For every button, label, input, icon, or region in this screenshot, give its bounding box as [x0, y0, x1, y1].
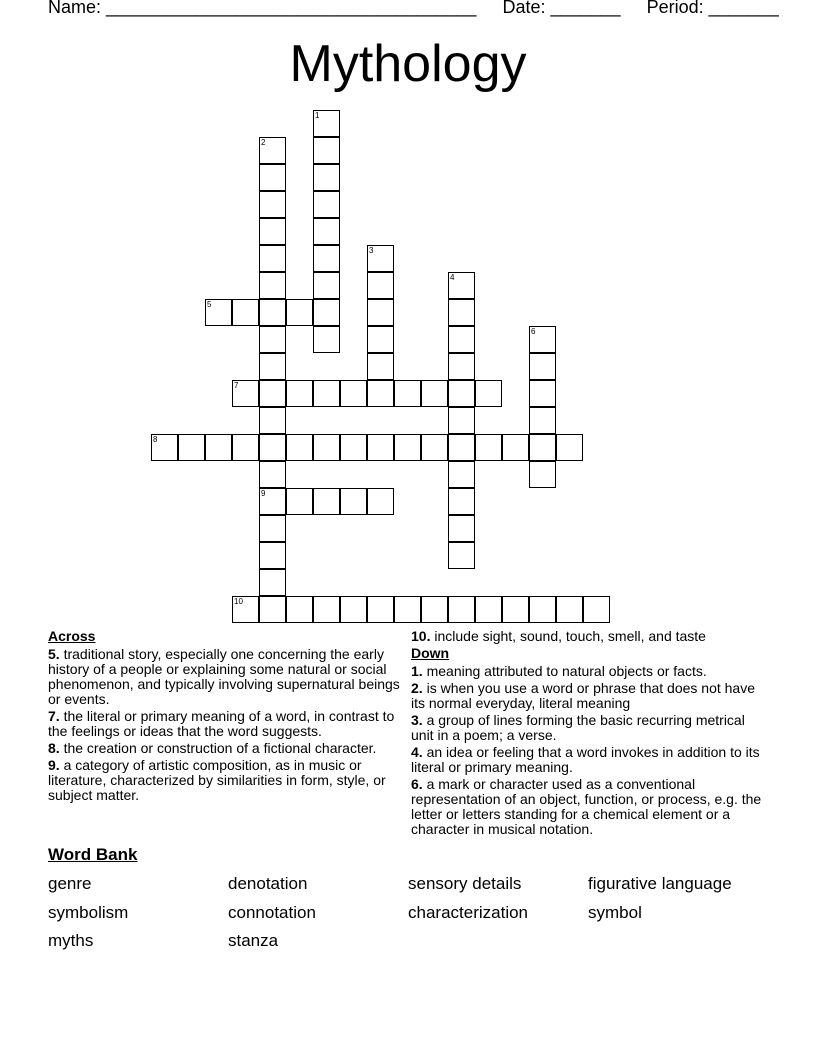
crossword-cell[interactable] [259, 380, 286, 407]
word-bank-item: genre [48, 874, 92, 893]
crossword-cell[interactable] [556, 596, 583, 623]
crossword-cell[interactable] [313, 299, 340, 326]
across-clue-5: 5. traditional story, especially one concerning the early history of a people or explaining some natural or social phenomenon, and typically involving supernatural beings or events. [48, 646, 400, 707]
crossword-cell[interactable] [448, 299, 475, 326]
word-bank-item: stanza [228, 931, 279, 950]
crossword-cell[interactable] [259, 515, 286, 542]
crossword-cell[interactable] [232, 596, 259, 623]
word-bank-item: characterization [408, 903, 529, 922]
page-title: Mythology [289, 35, 527, 93]
crossword-cell[interactable] [313, 434, 340, 461]
crossword-cell[interactable] [313, 488, 340, 515]
word-bank-item: sensory details [408, 874, 522, 893]
crossword-cell[interactable] [448, 326, 475, 353]
crossword-cell[interactable] [394, 434, 421, 461]
crossword-cell[interactable] [448, 596, 475, 623]
crossword-cell[interactable] [259, 137, 286, 164]
crossword-cell[interactable] [232, 434, 259, 461]
crossword-cell[interactable] [529, 353, 556, 380]
crossword-cell[interactable] [421, 596, 448, 623]
crossword-cell[interactable] [421, 434, 448, 461]
crossword-cell[interactable] [259, 407, 286, 434]
clues-left-column [48, 629, 408, 805]
crossword-cell[interactable] [448, 488, 475, 515]
clue-number: 10 [234, 597, 243, 606]
crossword-cell[interactable] [583, 596, 610, 623]
down-clue-1: 1. meaning attributed to natural objects or facts. [411, 663, 707, 679]
crossword-cell[interactable] [502, 434, 529, 461]
crossword-cell[interactable] [367, 434, 394, 461]
name-field[interactable]: Name: _____________________________________ [48, 0, 477, 17]
crossword-cell[interactable] [313, 326, 340, 353]
down-heading: Down [411, 645, 450, 661]
crossword-cell[interactable] [313, 164, 340, 191]
crossword-cell[interactable] [448, 272, 475, 299]
crossword-cell[interactable] [502, 596, 529, 623]
across-heading: Across [48, 628, 96, 644]
period-field[interactable]: Period: _______ [646, 0, 779, 17]
crossword-cell[interactable] [367, 326, 394, 353]
crossword-cell[interactable] [448, 461, 475, 488]
crossword-cell[interactable] [259, 488, 286, 515]
clue-number: 6 [531, 327, 536, 336]
crossword-cell[interactable] [448, 407, 475, 434]
crossword-cell[interactable] [232, 299, 259, 326]
crossword-cell[interactable] [313, 380, 340, 407]
crossword-cell[interactable] [286, 488, 313, 515]
crossword-cell[interactable] [259, 542, 286, 569]
crossword-cell[interactable] [259, 326, 286, 353]
crossword-cell[interactable] [178, 434, 205, 461]
word-bank-item: symbol [588, 903, 642, 922]
clue-number: 2 [261, 138, 266, 147]
clue-number: 3 [369, 246, 374, 255]
crossword-cell[interactable] [259, 353, 286, 380]
crossword-cell[interactable] [475, 380, 502, 407]
crossword-cell[interactable] [394, 596, 421, 623]
crossword-cell[interactable] [259, 272, 286, 299]
crossword-cell[interactable] [367, 272, 394, 299]
across-clue-9: 9. a category of artistic composition, as in music or literature, characterized by similarities in form, style, or subject matter. [48, 757, 386, 803]
crossword-cell[interactable] [367, 380, 394, 407]
crossword-cell[interactable] [448, 380, 475, 407]
crossword-cell[interactable] [313, 110, 340, 137]
word-bank-item: symbolism [48, 903, 129, 922]
crossword-cell[interactable] [259, 461, 286, 488]
crossword-cell[interactable] [448, 542, 475, 569]
word-bank-item: denotation [228, 874, 308, 893]
crossword-cell[interactable] [448, 515, 475, 542]
crossword-cell[interactable] [340, 596, 367, 623]
clues-right-column [411, 629, 771, 839]
crossword-cell[interactable] [259, 245, 286, 272]
word-bank-item: figurative language [588, 874, 732, 893]
down-clue-6: 6. a mark or character used as a conventional representation of an object, function, or process, e.g. the letter or letters standing for a chemical element or a character in musical notation. [411, 776, 762, 837]
crossword-cell[interactable] [340, 380, 367, 407]
clue-number: 7 [234, 381, 239, 390]
down-clue-2: 2. is when you use a word or phrase that does not have its normal everyday, literal meaning [411, 680, 756, 711]
crossword-cell[interactable] [313, 218, 340, 245]
down-clue-3: 3. a group of lines forming the basic recurring metrical unit in a poem; a verse. [411, 712, 745, 743]
crossword-cell[interactable] [529, 434, 556, 461]
crossword-cell[interactable] [205, 299, 232, 326]
crossword-cell[interactable] [313, 272, 340, 299]
down-clue-4: 4. an idea or feeling that a word invokes in addition to its literal or primary meaning. [411, 744, 760, 775]
word-bank-item: myths [48, 931, 94, 950]
crossword-cell[interactable] [448, 353, 475, 380]
crossword-cell[interactable] [151, 434, 178, 461]
crossword-cell[interactable] [367, 488, 394, 515]
crossword-cell[interactable] [205, 434, 232, 461]
clue-number: 5 [207, 300, 212, 309]
crossword-cell[interactable] [475, 434, 502, 461]
crossword-cell[interactable] [421, 380, 448, 407]
crossword-cell[interactable] [286, 299, 313, 326]
crossword-cell[interactable] [259, 434, 286, 461]
crossword-cell[interactable] [259, 164, 286, 191]
crossword-cell[interactable] [313, 137, 340, 164]
crossword-cell[interactable] [232, 380, 259, 407]
crossword-cell[interactable] [529, 380, 556, 407]
clue-number: 9 [261, 489, 266, 498]
crossword-cell[interactable] [529, 407, 556, 434]
crossword-cell[interactable] [286, 380, 313, 407]
crossword-cell[interactable] [313, 191, 340, 218]
word-bank-title: Word Bank [48, 845, 138, 864]
crossword-cell[interactable] [529, 326, 556, 353]
crossword-cell[interactable] [529, 596, 556, 623]
crossword-cell[interactable] [340, 488, 367, 515]
word-bank-item: connotation [228, 903, 316, 922]
crossword-cell[interactable] [340, 434, 367, 461]
crossword-cell[interactable] [259, 596, 286, 623]
crossword-cell[interactable] [286, 596, 313, 623]
clue-number: 4 [450, 273, 455, 282]
crossword-cell[interactable] [259, 299, 286, 326]
crossword-cell[interactable] [367, 245, 394, 272]
crossword-cell[interactable] [448, 434, 475, 461]
crossword-cell[interactable] [367, 353, 394, 380]
crossword-cell[interactable] [475, 596, 502, 623]
across-clue-10: 10. include sight, sound, touch, smell, and taste [411, 628, 706, 644]
clue-number: 8 [153, 435, 158, 444]
clue-number: 1 [315, 111, 320, 120]
crossword-cell[interactable] [367, 299, 394, 326]
across-clue-8: 8. the creation or construction of a fictional character. [48, 740, 377, 756]
date-field[interactable]: Date: _______ [502, 0, 621, 17]
crossword-cell[interactable] [259, 569, 286, 596]
crossword-cell[interactable] [394, 380, 421, 407]
crossword-cell[interactable] [367, 596, 394, 623]
crossword-cell[interactable] [556, 434, 583, 461]
crossword-cell[interactable] [259, 191, 286, 218]
crossword-cell[interactable] [313, 596, 340, 623]
crossword-cell[interactable] [529, 461, 556, 488]
crossword-cell[interactable] [313, 245, 340, 272]
crossword-cell[interactable] [286, 434, 313, 461]
crossword-cell[interactable] [259, 218, 286, 245]
across-clue-7: 7. the literal or primary meaning of a word, in contrast to the feelings or ideas that the word suggests. [48, 708, 395, 739]
